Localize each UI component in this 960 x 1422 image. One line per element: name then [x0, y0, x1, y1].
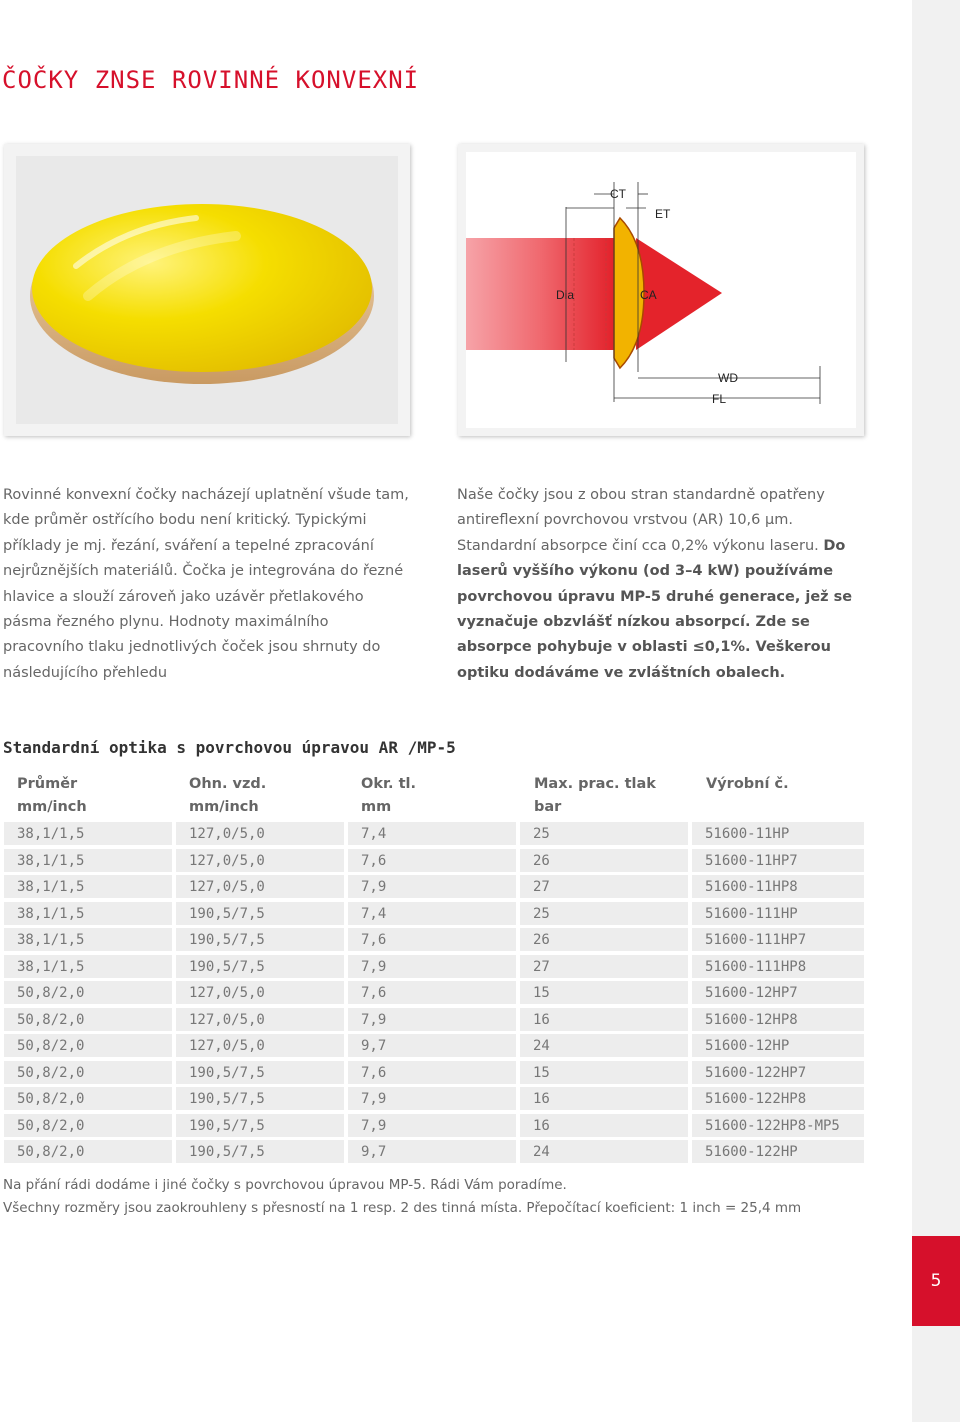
col-head-partno — [706, 773, 789, 796]
cell-diameter: 50,8/2,0 — [4, 1008, 172, 1031]
cell-partno: 51600-111HP7 — [692, 928, 864, 951]
cell-partno: 51600-122HP8 — [692, 1087, 864, 1110]
cell-focal: 127,0/5,0 — [176, 822, 344, 845]
cell-partno: 51600-122HP — [692, 1140, 864, 1163]
incoming-beam — [466, 238, 628, 350]
sidebar-strip — [912, 0, 960, 1422]
table-row — [4, 902, 864, 929]
cell-partno: 51600-11HP7 — [692, 849, 864, 872]
cell-focal: 190,5/7,5 — [176, 1140, 344, 1163]
cell-diameter: 50,8/2,0 — [4, 1061, 172, 1084]
col-head-pressure — [534, 773, 656, 819]
cell-focal: 190,5/7,5 — [176, 928, 344, 951]
cell-pressure: 25 — [520, 902, 688, 925]
cell-partno: 51600-12HP8 — [692, 1008, 864, 1031]
lens-photo — [16, 156, 398, 424]
table-row — [4, 928, 864, 955]
table-row — [4, 1061, 864, 1088]
intro-right-normal: Naše čočky jsou z obou stran standardně opatřeny antireflexní povrchovou vrstvou (AR) 10,6 µm. Standardní absorpce činí cca 0,2% výkonu laseru. — [457, 487, 825, 554]
cell-focal: 190,5/7,5 — [176, 902, 344, 925]
cell-edge: 7,9 — [348, 1087, 516, 1110]
cell-edge: 7,9 — [348, 875, 516, 898]
table-row — [4, 875, 864, 902]
beam-diagram — [466, 152, 856, 428]
footnote-2: Všechny rozměry jsou zaokrouhleny s přesností na 1 resp. 2 des tinná místa. Přepočítací koeficient: 1 inch = 25,4 mm — [3, 1200, 802, 1216]
cell-edge: 7,9 — [348, 955, 516, 978]
cell-diameter: 50,8/2,0 — [4, 981, 172, 1004]
cell-partno: 51600-122HP7 — [692, 1061, 864, 1084]
table-row — [4, 1114, 864, 1141]
cell-edge: 7,6 — [348, 1061, 516, 1084]
cell-diameter: 38,1/1,5 — [4, 902, 172, 925]
col-head-line1: Ohn. vzd. — [189, 776, 267, 792]
cell-edge: 7,9 — [348, 1008, 516, 1031]
lens-diagram-frame — [458, 144, 864, 436]
cell-pressure: 15 — [520, 981, 688, 1004]
col-head-edge — [361, 773, 416, 819]
col-head-diameter — [17, 773, 87, 819]
cell-pressure: 16 — [520, 1087, 688, 1110]
cell-focal: 190,5/7,5 — [176, 1061, 344, 1084]
cell-pressure: 24 — [520, 1140, 688, 1163]
cell-diameter: 38,1/1,5 — [4, 955, 172, 978]
col-head-line2: mm — [361, 799, 392, 815]
cell-edge: 7,9 — [348, 1114, 516, 1137]
cell-focal: 127,0/5,0 — [176, 875, 344, 898]
page-number-tab — [912, 1236, 960, 1326]
cell-focal: 190,5/7,5 — [176, 1087, 344, 1110]
col-head-line1: Max. prac. tlak — [534, 776, 656, 792]
label-fl: FL — [712, 392, 727, 406]
label-et: ET — [655, 207, 671, 221]
col-head-focal — [189, 773, 266, 819]
cell-pressure: 24 — [520, 1034, 688, 1057]
cell-partno: 51600-11HP8 — [692, 875, 864, 898]
cell-diameter: 38,1/1,5 — [4, 822, 172, 845]
table-row — [4, 1140, 864, 1167]
table-row — [4, 849, 864, 876]
label-ct: CT — [610, 187, 626, 201]
col-head-line1: Okr. tl. — [361, 776, 417, 792]
intro-left: Rovinné konvexní čočky nacházejí uplatnění všude tam, kde průměr ostřícího bodu není kritický. Typickými příklady je mj. řezání, sváření a tepelné zpracování nejrůznějších materiálů. Čočka je integrována do řezné hlavice a slouží zároveň jako uzávěr přetlakového pásma řezného plynu. Hodnoty maximálního pracovního tlaku jednotlivých čoček jsou shrnuty do následujícího přehledu — [3, 487, 409, 681]
cell-partno: 51600-12HP7 — [692, 981, 864, 1004]
label-ca: CA — [640, 288, 657, 302]
cell-diameter: 50,8/2,0 — [4, 1114, 172, 1137]
cell-pressure: 27 — [520, 955, 688, 978]
col-head-line2: bar — [534, 799, 562, 815]
cell-partno: 51600-111HP8 — [692, 955, 864, 978]
cell-diameter: 38,1/1,5 — [4, 928, 172, 951]
cell-focal: 127,0/5,0 — [176, 849, 344, 872]
label-wd: WD — [718, 371, 738, 385]
table-row — [4, 1008, 864, 1035]
cell-diameter: 50,8/2,0 — [4, 1140, 172, 1163]
cell-pressure: 16 — [520, 1114, 688, 1137]
cell-diameter: 38,1/1,5 — [4, 875, 172, 898]
lens-illustration — [16, 156, 398, 424]
cell-pressure: 15 — [520, 1061, 688, 1084]
table-row — [4, 981, 864, 1008]
cell-diameter: 38,1/1,5 — [4, 849, 172, 872]
lens-diagram — [466, 152, 856, 428]
col-head-line1: Výrobní č. — [706, 776, 789, 792]
lens-table — [4, 822, 864, 1167]
cell-partno: 51600-11HP — [692, 822, 864, 845]
page-number: 5 — [930, 1271, 942, 1291]
cell-focal: 190,5/7,5 — [176, 1114, 344, 1137]
intro-right-bold: Do laserů vyššího výkonu (od 3–4 kW) používáme povrchovou úpravu MP-5 druhé generace, jež se vyznačuje obzvlášť nízkou absorpcí. Zde se absorpce pohybuje v oblasti ≤0,1%. Veškerou optiku dodáváme ve zvláštních obalech. — [457, 537, 853, 681]
col-head-line2: mm/inch — [17, 799, 87, 815]
cell-pressure: 16 — [520, 1008, 688, 1031]
cell-focal: 127,0/5,0 — [176, 1008, 344, 1031]
intro-right — [457, 483, 867, 686]
cell-partno: 51600-122HP8-MP5 — [692, 1114, 864, 1137]
cell-pressure: 26 — [520, 928, 688, 951]
lens-photo-frame — [4, 144, 410, 436]
cell-edge: 9,7 — [348, 1140, 516, 1163]
cell-edge: 7,6 — [348, 981, 516, 1004]
cell-edge: 7,4 — [348, 822, 516, 845]
table-row — [4, 1034, 864, 1061]
cell-partno: 51600-111HP — [692, 902, 864, 925]
cell-focal: 190,5/7,5 — [176, 955, 344, 978]
cell-focal: 127,0/5,0 — [176, 981, 344, 1004]
footnote-1: Na přání rádi dodáme i jiné čočky s povrchovou úpravou MP-5. Rádi Vám poradíme. — [3, 1177, 567, 1193]
table-title: Standardní optika s povrchovou úpravou AR /MP-5 — [3, 738, 456, 757]
cell-pressure: 26 — [520, 849, 688, 872]
cell-diameter: 50,8/2,0 — [4, 1034, 172, 1057]
table-row — [4, 822, 864, 849]
col-head-line1: Průměr — [17, 776, 78, 792]
page-title: ČOČKY ZNSE ROVINNÉ KONVEXNÍ — [2, 66, 420, 94]
cell-pressure: 25 — [520, 822, 688, 845]
cell-edge: 7,4 — [348, 902, 516, 925]
cell-edge: 7,6 — [348, 849, 516, 872]
cell-focal: 127,0/5,0 — [176, 1034, 344, 1057]
cell-diameter: 50,8/2,0 — [4, 1087, 172, 1110]
cell-partno: 51600-12HP — [692, 1034, 864, 1057]
cell-pressure: 27 — [520, 875, 688, 898]
col-head-line2: mm/inch — [189, 799, 259, 815]
table-row — [4, 1087, 864, 1114]
label-dia: Dia — [556, 288, 575, 302]
cell-edge: 7,6 — [348, 928, 516, 951]
table-row — [4, 955, 864, 982]
cell-edge: 9,7 — [348, 1034, 516, 1057]
